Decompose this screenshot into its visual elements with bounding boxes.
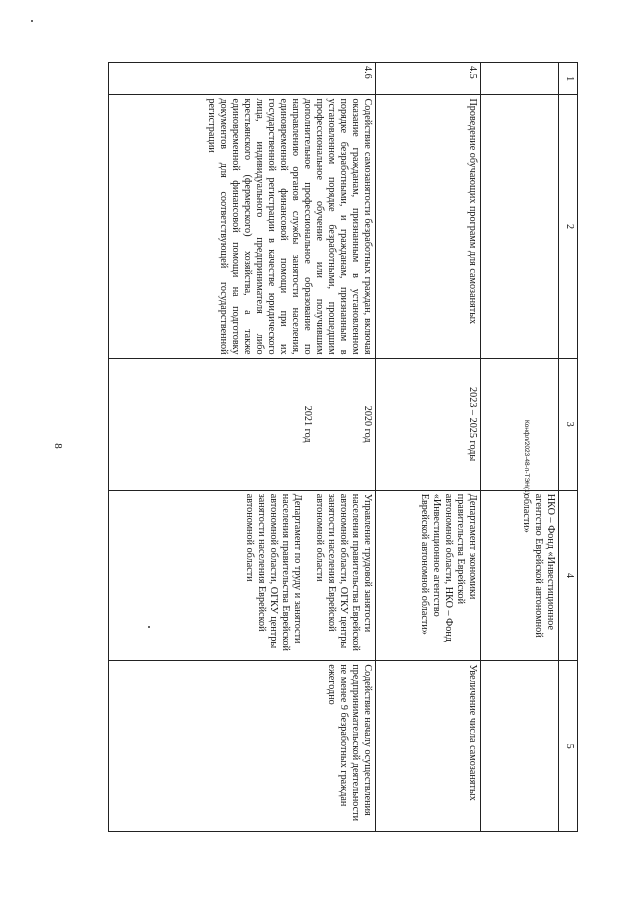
period-first: 2020 год <box>362 405 373 443</box>
header-col-3: 3 <box>559 358 578 490</box>
row-number <box>481 63 559 95</box>
table-row <box>481 63 559 832</box>
row-number: 4.6 <box>109 63 376 95</box>
row-result: Содействие началу осуществления предпринимательской деятельности не менее 9 безработных граждан ежегодно <box>109 661 376 832</box>
row-result: Увеличение числа самозанятых <box>376 661 481 832</box>
document-code: Конфл/2023-48-п-ТЭН(1) <box>523 420 530 495</box>
table-row <box>376 63 481 832</box>
executors-first: Управление трудовой занятости населения правительства Еврейской автономной области, ОГКУ центры занятости населения Еврейской автономной области <box>313 493 373 651</box>
header-col-5: 5 <box>559 661 578 832</box>
row-activity: Проведение обучающих программ для самозанятых <box>376 95 481 358</box>
measures-table <box>108 62 578 832</box>
row-activity <box>481 95 559 358</box>
row-period <box>481 358 559 490</box>
header-col-4: 4 <box>559 490 578 661</box>
row-result <box>481 661 559 832</box>
header-col-1: 1 <box>559 63 578 95</box>
measures-table-rotated <box>108 62 578 832</box>
table-header-row <box>559 63 578 832</box>
row-activity: Содействие самозанятости безработных граждан, включая оказание гражданам, признанным в установленном порядке безработными, и гражданам, признанным в установленном порядке безработными, прошедшим профессиональное обучение или получившим дополнительное профессиональное образование по направлению органов службы занятости населения, единовременной финансовой помощи при их государственной регистрации в качестве юридического лица, индивидуального предпринимателя либо крестьянского (фермерского) хозяйства, а также единовременной финансовой помощи на подготовку документов для соответствующей государственной регистрации <box>109 95 376 358</box>
row-executors <box>109 490 376 661</box>
row-number: 4.5 <box>376 63 481 95</box>
row-executors: НКО – Фонд «Инвестиционное агентство Еврейской автономной области» <box>481 490 559 661</box>
row-executors: Департамент экономики правительства Еврейской автономной области, НКО – Фонд «Инвестиционное агентство Еврейской автономной области» <box>376 490 481 661</box>
executors-second: Департамент по труду и занятости населения правительства Еврейской автономной области, ОГКУ центры занятости населения Еврейской автономной области <box>243 493 303 651</box>
page-number: 8 <box>51 443 64 449</box>
scan-speck <box>31 20 33 22</box>
header-col-2: 2 <box>559 95 578 358</box>
row-period <box>109 358 376 490</box>
table-row <box>109 63 376 832</box>
period-second: 2021 год <box>301 405 313 443</box>
row-period: 2023 – 2025 годы <box>376 358 481 490</box>
